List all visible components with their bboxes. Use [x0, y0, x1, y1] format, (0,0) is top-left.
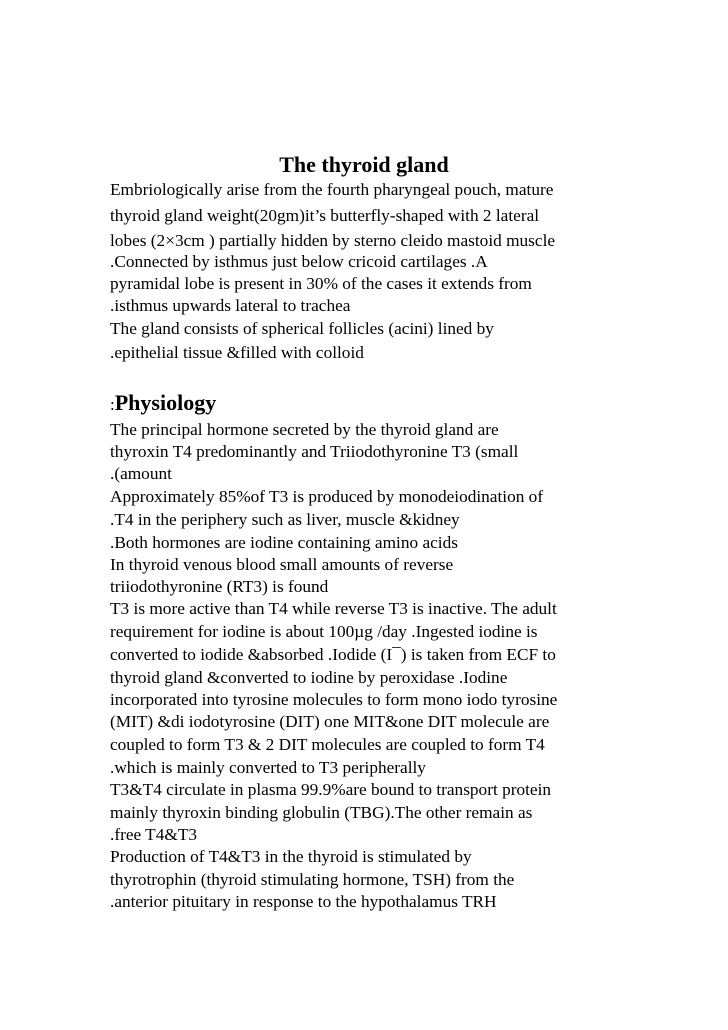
heading-prefix: :	[110, 395, 115, 414]
text-line: .which is mainly converted to T3 peripherally	[110, 758, 426, 777]
text-line: incorporated into tyrosine molecules to form mono iodo tyrosine	[110, 690, 558, 709]
text-line: (MIT) &di iodotyrosine (DIT) one MIT&one DIT molecule are	[110, 712, 550, 731]
text-line: .(amount	[110, 464, 172, 483]
text-line: triiodothyronine (RT3) is found	[110, 577, 329, 596]
text-line: .free T4&T3	[110, 825, 198, 844]
text-line: thyrotrophin (thyroid stimulating hormone, TSH) from the	[110, 870, 515, 889]
section-heading	[110, 389, 216, 420]
text-line: .Connected by isthmus just below cricoid cartilages .A	[110, 252, 488, 271]
text-line: .isthmus upwards lateral to trachea	[110, 296, 351, 315]
text-line: .epithelial tissue &filled with colloid	[110, 343, 364, 362]
heading-word: Physiology	[114, 390, 217, 415]
text-line: mainly thyroxin binding globulin (TBG).The other remain as	[110, 803, 533, 822]
text-line: T3 is more active than T4 while reverse T3 is inactive. The adult	[110, 599, 557, 618]
text-line: .T4 in the periphery such as liver, muscle &kidney	[110, 510, 460, 529]
text-line: thyroid gland &converted to iodine by peroxidase .Iodine	[110, 668, 508, 687]
text-line: coupled to form T3 & 2 DIT molecules are coupled to form T4	[110, 735, 545, 754]
text-line: Approximately 85%of T3 is produced by monodeiodination of	[110, 487, 544, 506]
text-line: In thyroid venous blood small amounts of reverse	[110, 555, 454, 574]
text-line: thyroxin T4 predominantly and Triiodothyronine T3 (small	[110, 442, 519, 461]
document-title: The thyroid gland	[279, 152, 449, 177]
text-line: converted to iodide &absorbed .Iodide (I¯) is taken from ECF to	[110, 645, 556, 664]
text-line: T3&T4 circulate in plasma 99.9%are bound to transport protein	[110, 780, 552, 799]
text-line: .Both hormones are iodine containing amino acids	[110, 533, 458, 552]
text-line: requirement for iodine is about 100µg /day .Ingested iodine is	[110, 622, 538, 641]
text-line: thyroid gland weight(20gm)it’s butterfly-shaped with 2 lateral	[110, 206, 540, 225]
text-line: pyramidal lobe is present in 30% of the cases it extends from	[110, 274, 532, 293]
text-line: The principal hormone secreted by the thyroid gland are	[110, 420, 499, 439]
text-line: The gland consists of spherical follicles (acini) lined by	[110, 319, 494, 338]
text-line: Production of T4&T3 in the thyroid is stimulated by	[110, 847, 472, 866]
text-line: .anterior pituitary in response to the hypothalamus TRH	[110, 892, 497, 911]
text-line: lobes (2×3cm ) partially hidden by sterno cleido mastoid muscle	[110, 231, 556, 250]
text-line: Embriologically arise from the fourth pharyngeal pouch, mature	[110, 180, 554, 199]
